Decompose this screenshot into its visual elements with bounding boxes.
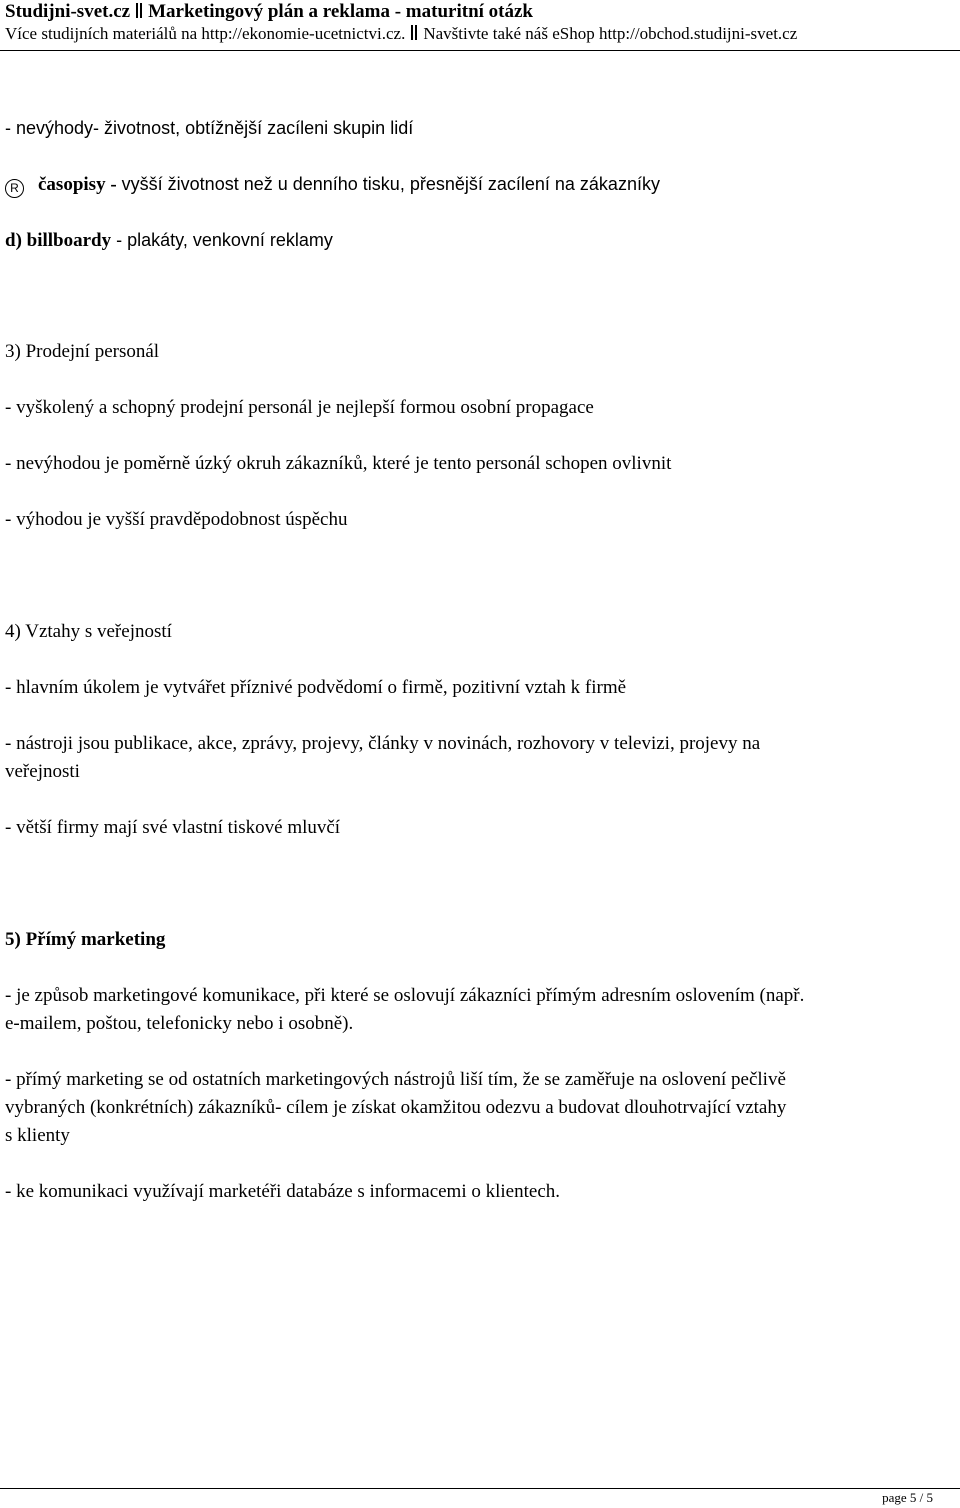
page-number: page 5 / 5 xyxy=(882,1490,933,1505)
registered-icon: R xyxy=(5,179,24,198)
text-line: - větší firmy mají své vlastní tiskové mluvčí xyxy=(5,817,341,838)
text-line: - nevýhodou je poměrně úzký okruh zákazníků, které je tento personál schopen ovlivnit xyxy=(5,453,672,474)
text-line: e-mailem, poštou, telefonicky nebo i osobně). xyxy=(5,1013,354,1034)
section-heading: 5) Přímý marketing xyxy=(5,929,166,950)
double-bar-separator xyxy=(136,3,142,18)
page-header xyxy=(5,0,955,45)
text-line xyxy=(5,226,945,255)
document-title: Marketingový plán a reklama - maturitní otázk xyxy=(148,1,533,22)
text-line: - nevýhody- životnost, obtížnější zacíleni skupin lidí xyxy=(5,118,414,138)
footer-divider xyxy=(0,1488,960,1489)
text-line: vybraných (konkrétních) zákazníků- cílem je získat okamžitou odezvu a budovat dlouhotrvající vztahy xyxy=(5,1097,787,1118)
double-bar-separator xyxy=(411,25,417,40)
text-line: veřejnosti xyxy=(5,761,80,782)
text-line: s klienty xyxy=(5,1125,70,1146)
section-heading: 3) Prodejní personál xyxy=(5,341,160,362)
bold-term: časopisy - xyxy=(38,174,117,195)
text-span: - plakáty, venkovní reklamy xyxy=(116,230,333,250)
text-line: - je způsob marketingové komunikace, při které se oslovují zákazníci přímým adresním oslovením (např. xyxy=(5,985,805,1006)
materials-link[interactable]: Více studijních materiálů na http://ekonomie-ucetnictvi.cz. xyxy=(5,24,406,43)
text-span: vyšší životnost než u denního tisku, přesnější zacílení na zákazníky xyxy=(121,174,660,194)
text-line: - ke komunikaci využívají marketéři databáze s informacemi o klientech. xyxy=(5,1181,560,1202)
text-line: - hlavním úkolem je vytvářet příznivé podvědomí o firmě, pozitivní vztah k firmě xyxy=(5,677,627,698)
site-name: Studijni-svet.cz xyxy=(5,1,131,22)
text-line: - výhodou je vyšší pravděpodobnost úspěchu xyxy=(5,509,348,530)
header-title-line xyxy=(5,0,955,23)
text-line xyxy=(5,170,945,199)
bold-term: d) billboardy xyxy=(5,230,112,251)
text-line: - vyškolený a schopný prodejní personál je nejlepší formou osobní propagace xyxy=(5,397,594,418)
text-line: - přímý marketing se od ostatních marketingových nástrojů liší tím, že se zaměřuje na oslovení pečlivě xyxy=(5,1069,786,1090)
text-line: - nástroji jsou publikace, akce, zprávy, projevy, články v novinách, rozhovory v televizi, projevy na xyxy=(5,733,761,754)
eshop-link[interactable]: Navštivte také náš eShop http://obchod.studijni-svet.cz xyxy=(423,24,798,43)
header-divider xyxy=(0,50,960,51)
section-heading: 4) Vztahy s veřejností xyxy=(5,621,172,642)
header-links-line xyxy=(5,23,955,45)
